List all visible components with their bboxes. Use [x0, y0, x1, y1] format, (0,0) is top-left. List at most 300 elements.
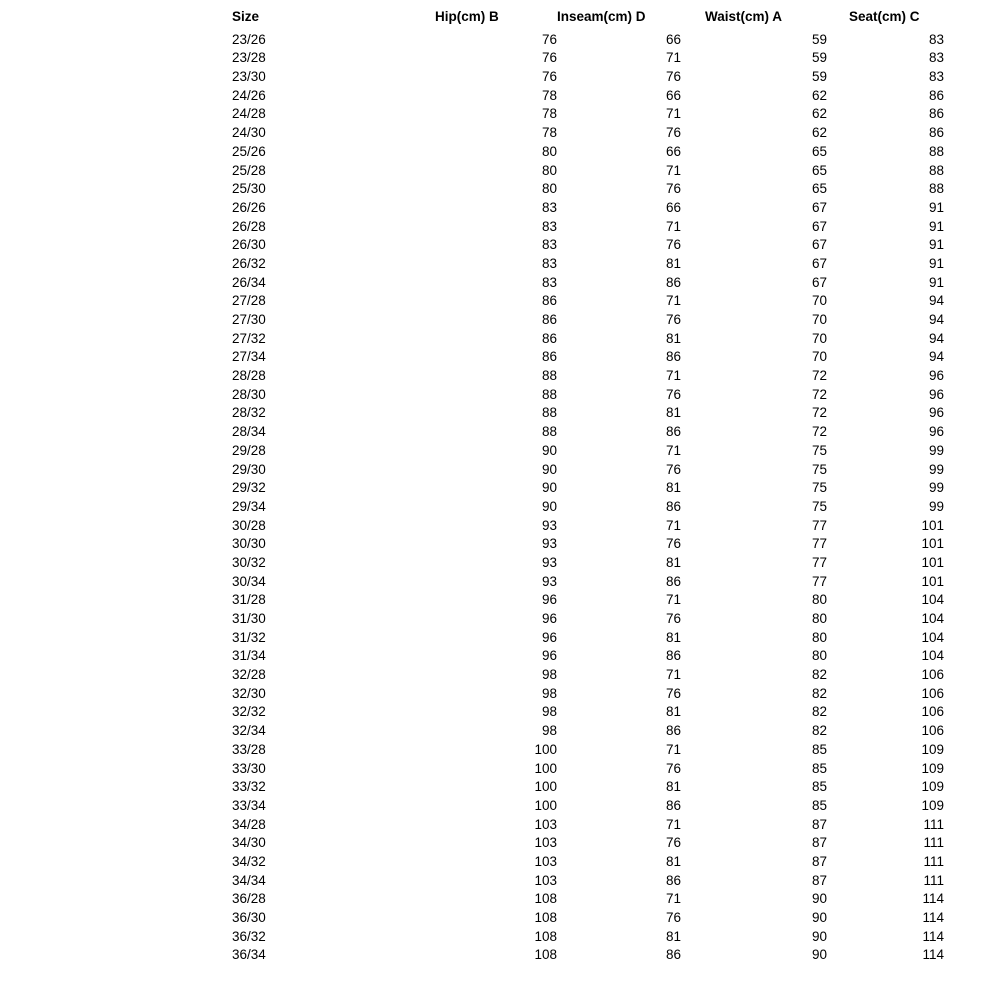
cell-hip: 100: [534, 760, 557, 776]
cell-waist: 90: [811, 891, 827, 907]
table-row: [232, 350, 944, 369]
cell-inseam: 71: [665, 442, 681, 458]
cell-inseam: 71: [665, 517, 681, 533]
table-row: [232, 855, 944, 874]
cell-seat: 106: [921, 685, 944, 701]
cell-seat: 106: [921, 704, 944, 720]
cell-size: 28/34: [232, 424, 266, 440]
cell-inseam: 71: [665, 50, 681, 66]
cell-inseam: 76: [665, 461, 681, 477]
cell-size: 29/34: [232, 498, 266, 514]
cell-hip: 90: [541, 498, 557, 514]
cell-seat: 99: [928, 442, 944, 458]
cell-size: 24/30: [232, 125, 266, 141]
cell-hip: 93: [541, 573, 557, 589]
cell-waist: 90: [811, 928, 827, 944]
table-row: [232, 164, 944, 183]
cell-waist: 70: [811, 349, 827, 365]
table-row: [232, 836, 944, 855]
cell-waist: 70: [811, 330, 827, 346]
cell-waist: 67: [811, 274, 827, 290]
cell-size: 32/32: [232, 704, 266, 720]
cell-size: 36/30: [232, 910, 266, 925]
cell-hip: 80: [541, 162, 557, 178]
cell-waist: 75: [811, 461, 827, 477]
cell-size: 33/28: [232, 741, 266, 757]
cell-seat: 111: [923, 872, 944, 888]
cell-hip: 98: [541, 685, 557, 701]
table-row: [232, 780, 944, 799]
cell-seat: 111: [923, 835, 944, 851]
table-row: [232, 799, 944, 818]
cell-inseam: 66: [665, 143, 681, 159]
cell-waist: 70: [811, 312, 827, 327]
table-row: [232, 687, 944, 706]
cell-seat: 88: [928, 181, 944, 197]
table-row: [232, 612, 944, 631]
cell-hip: 103: [534, 816, 557, 832]
cell-seat: 91: [928, 199, 944, 215]
cell-hip: 100: [534, 797, 557, 813]
cell-size: 30/32: [232, 554, 266, 570]
table-row: [232, 743, 944, 762]
cell-waist: 80: [811, 629, 827, 645]
cell-size: 32/34: [232, 723, 266, 739]
table-row: [232, 892, 944, 911]
cell-size: 26/26: [232, 199, 266, 215]
table-row: [232, 948, 944, 967]
cell-inseam: 76: [665, 611, 681, 626]
column-header-hip: Hip(cm) B: [435, 9, 499, 24]
table-row: [232, 332, 944, 351]
table-row: [232, 70, 944, 89]
cell-seat: 96: [928, 405, 944, 421]
cell-size: 29/30: [232, 461, 266, 477]
table-row: [232, 238, 944, 257]
size-chart-table: [232, 10, 944, 967]
table-row: [232, 276, 944, 295]
cell-hip: 93: [541, 536, 557, 552]
table-row: [232, 145, 944, 164]
cell-size: 26/30: [232, 237, 266, 253]
cell-inseam: 76: [665, 125, 681, 141]
cell-seat: 109: [921, 797, 944, 813]
cell-seat: 106: [921, 723, 944, 739]
cell-hip: 103: [534, 853, 557, 869]
cell-waist: 87: [811, 853, 827, 869]
cell-hip: 86: [541, 312, 557, 327]
cell-waist: 65: [811, 143, 827, 159]
table-row: [232, 631, 944, 650]
cell-waist: 67: [811, 218, 827, 234]
cell-inseam: 86: [665, 723, 681, 739]
cell-waist: 75: [811, 480, 827, 496]
cell-seat: 86: [928, 106, 944, 122]
cell-hip: 96: [541, 648, 557, 664]
cell-inseam: 81: [665, 255, 681, 271]
cell-inseam: 76: [665, 760, 681, 776]
cell-size: 32/28: [232, 667, 266, 683]
cell-size: 23/26: [232, 31, 266, 47]
cell-size: 28/30: [232, 386, 266, 402]
cell-seat: 109: [921, 779, 944, 795]
cell-size: 31/32: [232, 629, 266, 645]
cell-size: 27/28: [232, 293, 266, 309]
cell-inseam: 81: [665, 554, 681, 570]
cell-inseam: 66: [665, 31, 681, 47]
cell-size: 30/34: [232, 573, 266, 589]
cell-waist: 85: [811, 741, 827, 757]
cell-inseam: 81: [665, 928, 681, 944]
cell-hip: 103: [534, 835, 557, 851]
cell-inseam: 76: [665, 536, 681, 552]
cell-inseam: 71: [665, 891, 681, 907]
cell-size: 32/30: [232, 685, 266, 701]
cell-inseam: 71: [665, 293, 681, 309]
cell-waist: 62: [811, 87, 827, 103]
cell-seat: 106: [921, 667, 944, 683]
cell-hip: 88: [541, 405, 557, 421]
cell-size: 31/30: [232, 611, 266, 626]
cell-hip: 83: [541, 255, 557, 271]
cell-inseam: 71: [665, 106, 681, 122]
cell-seat: 96: [928, 424, 944, 440]
table-row: [232, 126, 944, 145]
cell-size: 26/28: [232, 218, 266, 234]
cell-hip: 96: [541, 629, 557, 645]
cell-inseam: 86: [665, 349, 681, 365]
cell-inseam: 71: [665, 592, 681, 608]
table-row: [232, 107, 944, 126]
cell-inseam: 81: [665, 405, 681, 421]
cell-size: 31/34: [232, 648, 266, 664]
cell-size: 29/28: [232, 442, 266, 458]
cell-hip: 78: [541, 125, 557, 141]
cell-size: 26/32: [232, 255, 266, 271]
table-body: [232, 33, 944, 967]
cell-waist: 72: [811, 368, 827, 384]
cell-hip: 103: [534, 872, 557, 888]
cell-inseam: 76: [665, 237, 681, 253]
table-row: [232, 89, 944, 108]
column-header-waist: Waist(cm) A: [705, 9, 783, 24]
cell-seat: 88: [928, 162, 944, 178]
cell-seat: 91: [928, 218, 944, 234]
cell-size: 36/32: [232, 928, 266, 944]
cell-size: 25/26: [232, 143, 266, 159]
cell-hip: 98: [541, 704, 557, 720]
cell-inseam: 71: [665, 368, 681, 384]
cell-hip: 93: [541, 554, 557, 570]
cell-size: 24/26: [232, 87, 266, 103]
table-row: [232, 182, 944, 201]
cell-hip: 86: [541, 330, 557, 346]
cell-hip: 83: [541, 274, 557, 290]
cell-inseam: 81: [665, 330, 681, 346]
cell-seat: 101: [921, 517, 944, 533]
cell-waist: 82: [811, 667, 827, 683]
cell-waist: 82: [811, 685, 827, 701]
column-header-seat: Seat(cm) C: [849, 9, 920, 24]
cell-size: 33/32: [232, 779, 266, 795]
cell-waist: 67: [811, 255, 827, 271]
cell-seat: 104: [921, 611, 944, 626]
table-row: [232, 51, 944, 70]
cell-waist: 75: [811, 498, 827, 514]
cell-size: 34/28: [232, 816, 266, 832]
cell-hip: 80: [541, 181, 557, 197]
cell-seat: 86: [928, 125, 944, 141]
cell-waist: 82: [811, 723, 827, 739]
cell-seat: 94: [928, 293, 944, 309]
cell-seat: 96: [928, 386, 944, 402]
cell-waist: 67: [811, 199, 827, 215]
cell-hip: 100: [534, 741, 557, 757]
table-row: [232, 369, 944, 388]
cell-size: 30/28: [232, 517, 266, 533]
table-row: [232, 294, 944, 313]
table-row: [232, 556, 944, 575]
cell-inseam: 76: [665, 312, 681, 327]
cell-seat: 88: [928, 143, 944, 159]
cell-hip: 78: [541, 87, 557, 103]
cell-inseam: 76: [665, 835, 681, 851]
cell-size: 31/28: [232, 592, 266, 608]
cell-seat: 101: [921, 573, 944, 589]
cell-waist: 59: [811, 50, 827, 66]
cell-seat: 99: [928, 480, 944, 496]
cell-hip: 98: [541, 723, 557, 739]
cell-waist: 59: [811, 69, 827, 85]
table-row: [232, 257, 944, 276]
cell-hip: 86: [541, 293, 557, 309]
cell-seat: 83: [928, 69, 944, 85]
cell-hip: 96: [541, 592, 557, 608]
cell-size: 25/28: [232, 162, 266, 178]
cell-seat: 111: [923, 816, 944, 832]
cell-inseam: 86: [665, 648, 681, 664]
cell-seat: 114: [922, 891, 944, 907]
cell-hip: 88: [541, 386, 557, 402]
cell-hip: 100: [534, 779, 557, 795]
cell-hip: 96: [541, 611, 557, 626]
cell-size: 30/30: [232, 536, 266, 552]
cell-waist: 87: [811, 816, 827, 832]
cell-hip: 86: [541, 349, 557, 365]
table-row: [232, 724, 944, 743]
cell-size: 34/30: [232, 835, 266, 851]
cell-inseam: 81: [665, 629, 681, 645]
cell-hip: 83: [541, 199, 557, 215]
cell-waist: 87: [811, 872, 827, 888]
cell-waist: 72: [811, 424, 827, 440]
cell-waist: 72: [811, 405, 827, 421]
cell-seat: 109: [921, 760, 944, 776]
cell-inseam: 71: [665, 667, 681, 683]
cell-size: 29/32: [232, 480, 266, 496]
cell-seat: 114: [922, 910, 944, 925]
cell-hip: 108: [534, 928, 557, 944]
cell-hip: 83: [541, 218, 557, 234]
table-row: [232, 593, 944, 612]
cell-inseam: 76: [665, 181, 681, 197]
cell-waist: 80: [811, 648, 827, 664]
table-row: [232, 444, 944, 463]
cell-waist: 85: [811, 797, 827, 813]
cell-waist: 77: [811, 517, 827, 533]
table-row: [232, 874, 944, 893]
cell-waist: 70: [811, 293, 827, 309]
cell-waist: 77: [811, 554, 827, 570]
cell-inseam: 71: [665, 218, 681, 234]
table-row: [232, 537, 944, 556]
cell-seat: 94: [928, 330, 944, 346]
cell-inseam: 71: [665, 162, 681, 178]
cell-inseam: 81: [665, 480, 681, 496]
cell-inseam: 76: [665, 69, 681, 85]
cell-seat: 94: [928, 349, 944, 365]
cell-seat: 114: [922, 928, 944, 944]
cell-inseam: 86: [665, 498, 681, 514]
cell-hip: 98: [541, 667, 557, 683]
cell-hip: 93: [541, 517, 557, 533]
cell-size: 36/28: [232, 891, 266, 907]
table-row: [232, 705, 944, 724]
column-header-size: Size: [232, 9, 260, 24]
cell-inseam: 66: [665, 87, 681, 103]
cell-size: 36/34: [232, 947, 266, 963]
cell-hip: 90: [541, 461, 557, 477]
cell-seat: 101: [921, 536, 944, 552]
cell-seat: 86: [928, 87, 944, 103]
cell-inseam: 86: [665, 947, 681, 963]
cell-waist: 80: [811, 611, 827, 626]
cell-inseam: 81: [665, 704, 681, 720]
cell-seat: 83: [928, 50, 944, 66]
cell-size: 34/32: [232, 853, 266, 869]
cell-waist: 85: [811, 779, 827, 795]
cell-waist: 62: [811, 106, 827, 122]
cell-waist: 72: [811, 386, 827, 402]
cell-waist: 87: [811, 835, 827, 851]
cell-hip: 108: [534, 910, 557, 925]
cell-seat: 99: [928, 461, 944, 477]
cell-waist: 77: [811, 573, 827, 589]
cell-inseam: 86: [665, 424, 681, 440]
cell-size: 33/30: [232, 760, 266, 776]
cell-seat: 109: [921, 741, 944, 757]
table-row: [232, 930, 944, 949]
cell-size: 26/34: [232, 274, 266, 290]
cell-size: 27/30: [232, 312, 266, 327]
table-row: [232, 481, 944, 500]
cell-seat: 104: [921, 629, 944, 645]
cell-inseam: 86: [665, 274, 681, 290]
cell-size: 28/28: [232, 368, 266, 384]
cell-inseam: 81: [665, 853, 681, 869]
table-row: [232, 575, 944, 594]
cell-inseam: 71: [665, 816, 681, 832]
cell-inseam: 76: [665, 685, 681, 701]
cell-size: 23/30: [232, 69, 266, 85]
cell-hip: 108: [534, 947, 557, 963]
cell-hip: 76: [541, 69, 557, 85]
table-header: [232, 10, 944, 33]
table-row: [232, 463, 944, 482]
cell-waist: 67: [811, 237, 827, 253]
cell-hip: 78: [541, 106, 557, 122]
table-row: [232, 425, 944, 444]
cell-seat: 94: [928, 312, 944, 327]
cell-waist: 75: [811, 442, 827, 458]
cell-seat: 104: [921, 648, 944, 664]
cell-seat: 104: [921, 592, 944, 608]
cell-waist: 77: [811, 536, 827, 552]
cell-size: 28/32: [232, 405, 266, 421]
cell-seat: 101: [921, 554, 944, 570]
cell-seat: 91: [928, 237, 944, 253]
cell-hip: 83: [541, 237, 557, 253]
cell-waist: 90: [811, 910, 827, 925]
cell-size: 23/28: [232, 50, 266, 66]
cell-inseam: 86: [665, 573, 681, 589]
cell-waist: 90: [811, 947, 827, 963]
table-row: [232, 762, 944, 781]
table-row: [232, 33, 944, 52]
table-row: [232, 220, 944, 239]
table-row: [232, 313, 944, 332]
cell-seat: 111: [923, 853, 944, 869]
cell-waist: 65: [811, 162, 827, 178]
table-row: [232, 668, 944, 687]
cell-hip: 108: [534, 891, 557, 907]
cell-hip: 88: [541, 368, 557, 384]
cell-waist: 65: [811, 181, 827, 197]
cell-seat: 91: [928, 255, 944, 271]
cell-seat: 91: [928, 274, 944, 290]
cell-inseam: 86: [665, 797, 681, 813]
cell-seat: 96: [928, 368, 944, 384]
cell-size: 27/34: [232, 349, 266, 365]
cell-size: 33/34: [232, 797, 266, 813]
cell-waist: 59: [811, 31, 827, 47]
cell-hip: 76: [541, 50, 557, 66]
table-row: [232, 818, 944, 837]
table-row: [232, 649, 944, 668]
table-row: [232, 519, 944, 538]
cell-seat: 99: [928, 498, 944, 514]
cell-inseam: 66: [665, 199, 681, 215]
table-row: [232, 500, 944, 519]
cell-waist: 80: [811, 592, 827, 608]
cell-waist: 62: [811, 125, 827, 141]
table-row: [232, 911, 944, 930]
cell-seat: 114: [922, 947, 944, 963]
cell-inseam: 76: [665, 386, 681, 402]
cell-inseam: 76: [665, 910, 681, 925]
cell-size: 24/28: [232, 106, 266, 122]
cell-size: 27/32: [232, 330, 266, 346]
cell-inseam: 81: [665, 779, 681, 795]
table-row: [232, 406, 944, 425]
cell-waist: 82: [811, 704, 827, 720]
table-row: [232, 201, 944, 220]
cell-size: 25/30: [232, 181, 266, 197]
cell-size: 34/34: [232, 872, 266, 888]
cell-hip: 80: [541, 143, 557, 159]
cell-inseam: 86: [665, 872, 681, 888]
column-header-inseam: Inseam(cm) D: [557, 9, 646, 24]
